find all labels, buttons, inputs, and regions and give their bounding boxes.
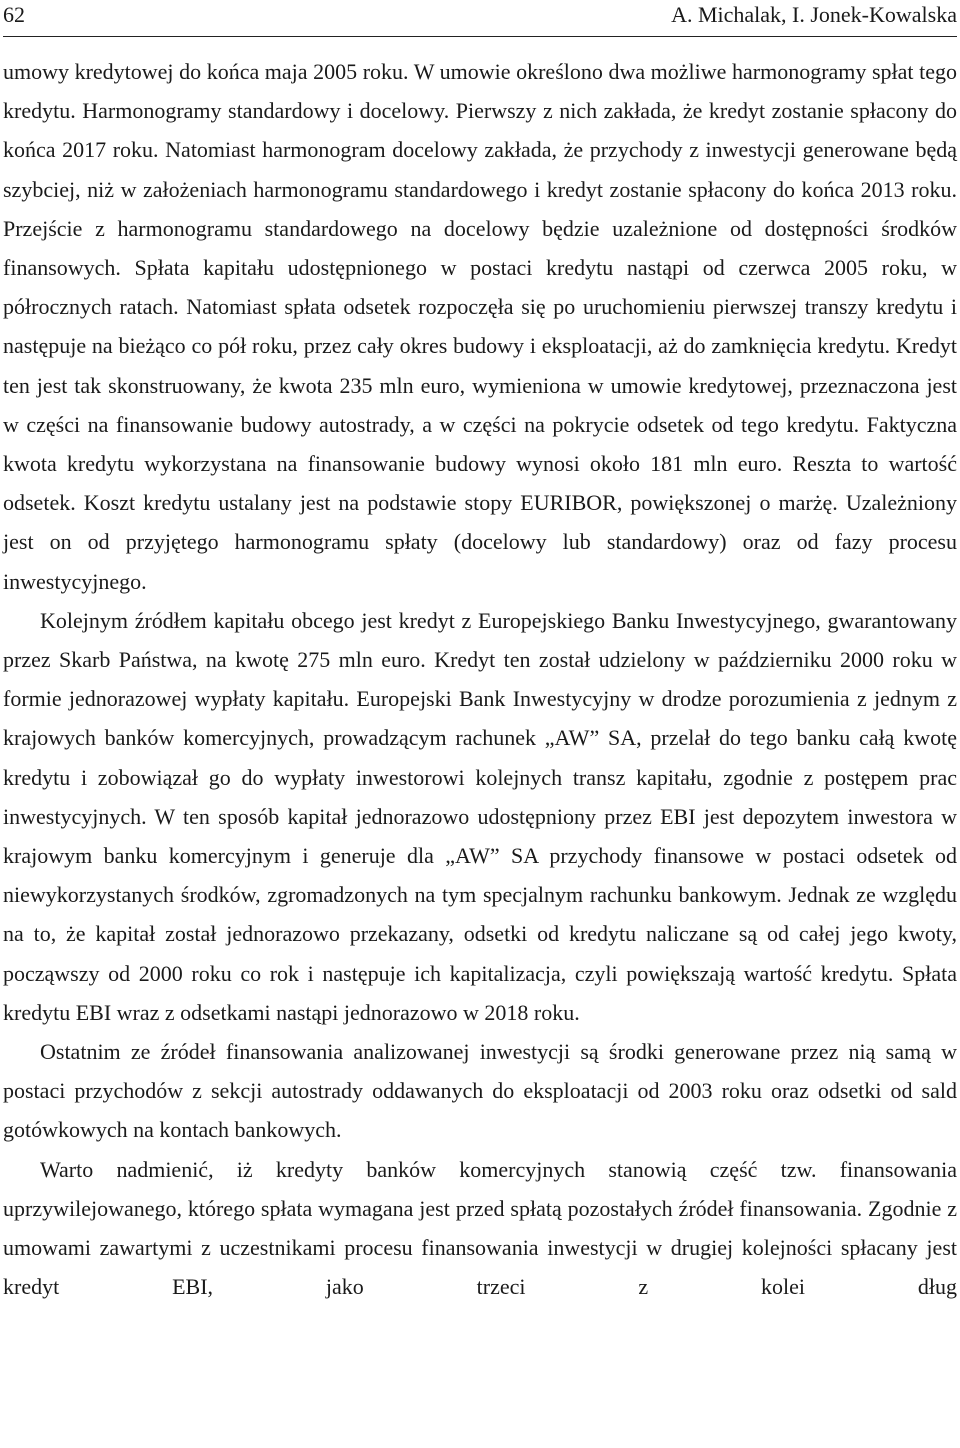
running-header-authors: A. Michalak, I. Jonek-Kowalska <box>671 2 957 27</box>
paragraph-preferred-financing: Warto nadmienić, iż kredyty banków komercyjnych stanowią część tzw. finansowania uprzywilejowanego, którego spłata wymagana jest przed spłatą pozostałych źródeł finansowania. Zgodnie z umowami zawartymi z uczestnikami procesu finansowania inwestycji w drugiej kolejności spłacany jest kredyt EBI, jako trzeci z kolei dług <box>3 1156 957 1300</box>
paragraph-ebi-credit: Kolejnym źródłem kapitału obcego jest kredyt z Europejskiego Banku Inwestycyjnego, gwarantowany przez Skarb Państwa, na kwotę 275 mln euro. Kredyt ten został udzielony w październiku 2000 roku w formie jednorazowej wypłaty kapitału. Europejski Bank Inwestycyjny w drodze porozumienia z jednym z krajowych banków komercyjnych, prowadzącym rachunek „AW” SA, przelał do tego banku całą kwotę kredytu i zobowiązał go do wypłaty inwestorowi kolejnych transz kapitału, zgodnie z postępem prac inwestycyjnych. W ten sposób kapitał jednorazowo udostępniony przez EBI jest depozytem inwestora w krajowym banku komercyjnym i generuje dla „AW” SA przychody finansowe w postaci odsetek od niewykorzystanych środków, zgromadzonych na tym specjalnym rachunku bankowym. Jednak ze względu na to, że kapitał został jednorazowo przekazany, odsetki od kredytu naliczane są od całej jego kwoty, począwszy od 2000 roku co rok i następuje ich kapitalizacja, czyli powiększają wartość kredytu. Spłata kredytu EBI wraz z odsetkami nastąpi jednorazowo w 2018 roku. <box>3 607 957 1025</box>
running-header <box>3 0 957 37</box>
page-number: 62 <box>3 2 25 27</box>
paragraph-continued: umowy kredytowej do końca maja 2005 roku. W umowie określono dwa możliwe harmonogramy spłat tego kredytu. Harmonogramy standardowy i docelowy. Pierwszy z nich zakłada, że kredyt zostanie spłacony do końca 2017 roku. Natomiast harmonogram docelowy zakłada, że przychody z inwestycji generowane będą szybciej, niż w założeniach harmonogramu standardowego i kredyt zostanie spłacony do końca 2013 roku. Przejście z harmonogramu standardowego na docelowy będzie uzależnione od dostępności środków finansowych. Spłata kapitału udostępnionego w postaci kredytu nastąpi od czerwca 2005 roku, w półrocznych ratach. Natomiast spłata odsetek rozpoczęła się po uruchomieniu pierwszej transzy kredytu i następuje na bieżąco co pół roku, przez cały okres budowy i eksploatacji, aż do zamknięcia kredytu. Kredyt ten jest tak skonstruowany, że kwota 235 mln euro, wymieniona w umowie kredytowej, przeznaczona jest w części na finansowanie budowy autostrady, a w części na pokrycie odsetek od tego kredytu. Faktyczna kwota kredytu wykorzystana na finansowanie budowy wynosi około 181 mln euro. Reszta to wartość odsetek. Koszt kredytu ustalany jest na podstawie stopy EURIBOR, powiększonej o marżę. Uzależniony jest on od przyjętego harmonogramu spłaty (docelowy lub standardowy) oraz od fazy procesu inwestycyjnego. <box>3 59 957 594</box>
document-page <box>3 0 957 1307</box>
paragraph-own-funds: Ostatnim ze źródeł finansowania analizowanej inwestycji są środki generowane przez nią samą w postaci przychodów z sekcji autostrady oddawanych do eksploatacji od 2003 roku oraz odsetki od sald gotówkowych na kontach bankowych. <box>3 1039 957 1143</box>
body-text <box>3 52 957 1307</box>
